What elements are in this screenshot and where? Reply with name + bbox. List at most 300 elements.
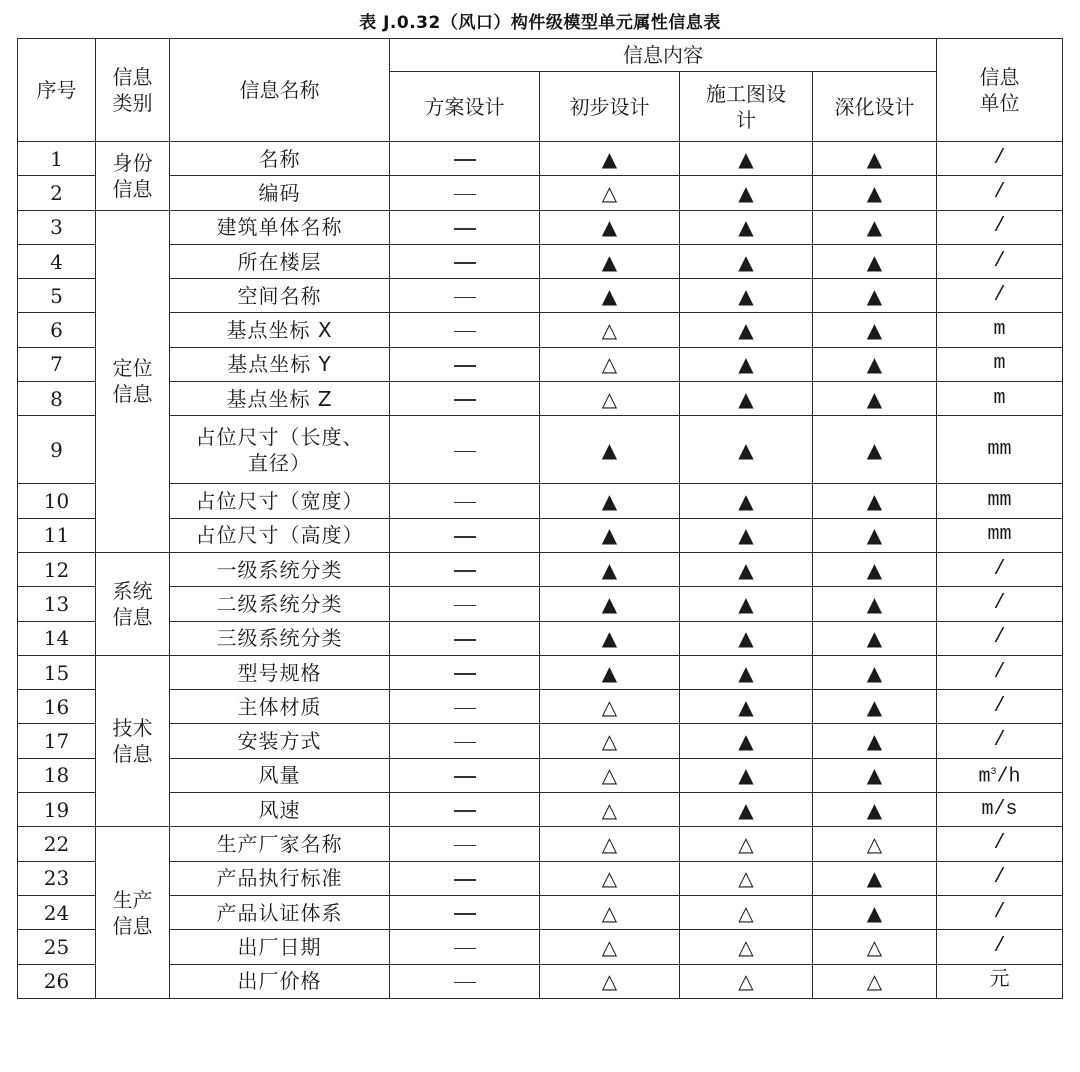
row-number: 10 (18, 484, 96, 518)
filled-triangle-icon: ▲ (738, 660, 754, 685)
row-number: 18 (18, 758, 96, 792)
filled-triangle-icon: ▲ (866, 729, 883, 754)
stage-3-cell (680, 416, 813, 484)
filled-triangle-icon: ▲ (738, 386, 754, 411)
header-category-line1: 信息 (112, 65, 153, 89)
table-row (18, 313, 1063, 347)
stage-2-cell (540, 758, 680, 792)
info-unit: / (937, 861, 1063, 895)
filled-triangle-icon: ▲ (601, 283, 618, 308)
filled-triangle-icon: ▲ (601, 215, 618, 240)
row-number: 17 (18, 724, 96, 758)
dash-icon (454, 776, 476, 778)
filled-triangle-icon: ▲ (738, 249, 754, 274)
stage-2-cell (540, 827, 680, 861)
stage-1-cell (390, 895, 540, 929)
info-name: 名称 (170, 142, 390, 176)
category-label-line1: 技术 (112, 716, 153, 741)
stage-1-cell (390, 827, 540, 861)
stage-4-cell (813, 758, 937, 792)
stage-1-cell (390, 655, 540, 689)
filled-triangle-icon: ▲ (601, 437, 618, 462)
hollow-triangle-icon: △ (866, 831, 883, 856)
unit-rest: /h (996, 765, 1021, 789)
stage-1-cell (390, 244, 540, 278)
filled-triangle-icon: ▲ (866, 215, 883, 240)
filled-triangle-icon: ▲ (866, 386, 883, 411)
info-unit: m (937, 313, 1063, 347)
filled-triangle-icon: ▲ (738, 318, 754, 343)
hollow-triangle-icon: △ (601, 318, 618, 343)
info-unit: 元 (937, 964, 1063, 998)
filled-triangle-icon: ▲ (738, 626, 754, 651)
filled-triangle-icon: ▲ (738, 763, 754, 788)
info-unit: mm (937, 484, 1063, 518)
row-number: 22 (18, 827, 96, 861)
info-name: 一级系统分类 (170, 552, 390, 586)
info-name: 生产厂家名称 (170, 827, 390, 861)
stage-1-cell (390, 930, 540, 964)
stage-4-cell (813, 210, 937, 244)
table-row (18, 758, 1063, 792)
dash-icon (454, 536, 476, 538)
category-cell (96, 655, 170, 826)
filled-triangle-icon: ▲ (601, 523, 618, 548)
info-unit: / (937, 655, 1063, 689)
table-row (18, 176, 1063, 210)
header-stage-scheme: 方案设计 (390, 72, 540, 142)
category-cell (96, 210, 170, 552)
row-number: 16 (18, 690, 96, 724)
hollow-triangle-icon: △ (601, 763, 618, 788)
stage-4-cell (813, 861, 937, 895)
stage-2-cell (540, 142, 680, 176)
stage-4-cell (813, 964, 937, 998)
table-body (18, 142, 1063, 999)
header-stage-construction (680, 72, 813, 142)
stage-1-cell (390, 347, 540, 381)
filled-triangle-icon: ▲ (738, 146, 754, 171)
stage-4-cell (813, 621, 937, 655)
filled-triangle-icon: ▲ (738, 489, 754, 514)
info-unit: / (937, 244, 1063, 278)
header-stage-preliminary: 初步设计 (540, 72, 680, 142)
stage-1-cell (390, 382, 540, 416)
hollow-triangle-icon: △ (738, 900, 754, 925)
stage-3-cell (680, 964, 813, 998)
stage-3-cell (680, 244, 813, 278)
dash-icon (454, 845, 476, 847)
category-label-line1: 身份 (112, 150, 153, 175)
stage-4-cell (813, 416, 937, 484)
filled-triangle-icon: ▲ (866, 249, 883, 274)
filled-triangle-icon: ▲ (866, 626, 883, 651)
info-name: 基点坐标 Z (170, 382, 390, 416)
info-name: 风量 (170, 758, 390, 792)
stage-1-cell (390, 861, 540, 895)
info-name (170, 416, 390, 484)
filled-triangle-icon: ▲ (738, 283, 754, 308)
dash-icon (454, 159, 476, 161)
dash-icon (454, 948, 476, 950)
stage-4-cell (813, 724, 937, 758)
table-row (18, 244, 1063, 278)
hollow-triangle-icon: △ (601, 797, 618, 822)
hollow-triangle-icon: △ (866, 969, 883, 994)
attribute-info-table (17, 38, 1063, 999)
hollow-triangle-icon: △ (738, 831, 754, 856)
table-row (18, 621, 1063, 655)
stage-3-cell (680, 930, 813, 964)
info-unit: m/s (937, 793, 1063, 827)
stage-1-cell (390, 964, 540, 998)
stage-3-cell (680, 552, 813, 586)
hollow-triangle-icon: △ (601, 900, 618, 925)
stage-2-cell (540, 587, 680, 621)
table-row (18, 724, 1063, 758)
table-row (18, 690, 1063, 724)
stage-3-cell (680, 347, 813, 381)
stage-1-cell (390, 552, 540, 586)
stage-3-cell (680, 382, 813, 416)
dash-icon (454, 399, 476, 401)
filled-triangle-icon: ▲ (866, 523, 883, 548)
filled-triangle-icon: ▲ (866, 591, 883, 616)
stage-1-cell (390, 416, 540, 484)
row-number: 3 (18, 210, 96, 244)
info-unit: / (937, 176, 1063, 210)
stage-3-cell (680, 793, 813, 827)
hollow-triangle-icon: △ (601, 729, 618, 754)
stage-4-cell (813, 587, 937, 621)
category-label-line2: 信息 (112, 913, 153, 938)
row-number: 7 (18, 347, 96, 381)
info-unit: mm (937, 518, 1063, 552)
category-label-line2: 信息 (112, 176, 153, 201)
row-number: 9 (18, 416, 96, 484)
header-unit-line2: 单位 (979, 91, 1020, 115)
filled-triangle-icon: ▲ (866, 180, 883, 205)
hollow-triangle-icon: △ (738, 934, 754, 959)
row-number: 25 (18, 930, 96, 964)
stage-3-cell (680, 861, 813, 895)
filled-triangle-icon: ▲ (738, 215, 754, 240)
stage-2-cell (540, 655, 680, 689)
info-unit (937, 758, 1063, 792)
stage-3-cell (680, 827, 813, 861)
info-name: 产品执行标准 (170, 861, 390, 895)
table-row (18, 895, 1063, 929)
row-number: 24 (18, 895, 96, 929)
table-row (18, 793, 1063, 827)
info-unit: m (937, 347, 1063, 381)
filled-triangle-icon: ▲ (866, 146, 883, 171)
table-title: 表 J.0.32（风口）构件级模型单元属性信息表 (359, 13, 721, 33)
stage-1-cell (390, 587, 540, 621)
stage-4-cell (813, 176, 937, 210)
info-name: 所在楼层 (170, 244, 390, 278)
stage-4-cell (813, 518, 937, 552)
table-row (18, 964, 1063, 998)
hollow-triangle-icon: △ (601, 934, 618, 959)
filled-triangle-icon: ▲ (866, 763, 883, 788)
stage-1-cell (390, 621, 540, 655)
info-name: 产品认证体系 (170, 895, 390, 929)
stage-4-cell (813, 382, 937, 416)
stage-1-cell (390, 758, 540, 792)
stage-2-cell (540, 793, 680, 827)
filled-triangle-icon: ▲ (866, 900, 883, 925)
info-name: 出厂价格 (170, 964, 390, 998)
table-row (18, 861, 1063, 895)
filled-triangle-icon: ▲ (601, 557, 618, 582)
dash-icon (454, 982, 476, 984)
row-number: 5 (18, 279, 96, 313)
stage-4-cell (813, 244, 937, 278)
stage-1-cell (390, 793, 540, 827)
unit-superscript: 3 (990, 767, 997, 779)
row-number: 6 (18, 313, 96, 347)
hollow-triangle-icon: △ (601, 969, 618, 994)
filled-triangle-icon: ▲ (738, 352, 754, 377)
filled-triangle-icon: ▲ (738, 694, 754, 719)
stage-3-cell (680, 176, 813, 210)
stage-4-cell (813, 142, 937, 176)
stage-4-cell (813, 484, 937, 518)
header-stage3-line1: 施工图设 (706, 81, 786, 106)
info-name-line: 直径） (248, 450, 311, 475)
row-number: 14 (18, 621, 96, 655)
filled-triangle-icon: ▲ (601, 660, 618, 685)
stage-3-cell (680, 279, 813, 313)
dash-icon (454, 502, 476, 504)
header-index: 序号 (18, 39, 96, 142)
hollow-triangle-icon: △ (601, 180, 618, 205)
dash-icon (454, 879, 476, 881)
filled-triangle-icon: ▲ (866, 352, 883, 377)
info-unit: / (937, 142, 1063, 176)
dash-icon (454, 451, 476, 453)
dash-icon (454, 331, 476, 333)
hollow-triangle-icon: △ (601, 352, 618, 377)
table-row (18, 347, 1063, 381)
info-unit: / (937, 587, 1063, 621)
category-label-line1: 生产 (112, 887, 153, 912)
stage-2-cell (540, 210, 680, 244)
stage-4-cell (813, 279, 937, 313)
category-label-line2: 信息 (112, 604, 153, 629)
header-unit (937, 39, 1063, 142)
dash-icon (454, 194, 476, 196)
filled-triangle-icon: ▲ (601, 489, 618, 514)
filled-triangle-icon: ▲ (866, 694, 883, 719)
stage-3-cell (680, 655, 813, 689)
stage-2-cell (540, 313, 680, 347)
stage-2-cell (540, 176, 680, 210)
hollow-triangle-icon: △ (738, 969, 754, 994)
table-row (18, 210, 1063, 244)
row-number: 2 (18, 176, 96, 210)
filled-triangle-icon: ▲ (866, 489, 883, 514)
table-row (18, 484, 1063, 518)
stage-2-cell (540, 861, 680, 895)
filled-triangle-icon: ▲ (738, 523, 754, 548)
stage-4-cell (813, 793, 937, 827)
row-number: 23 (18, 861, 96, 895)
info-unit: / (937, 690, 1063, 724)
table-row (18, 587, 1063, 621)
info-unit: mm (937, 416, 1063, 484)
filled-triangle-icon: ▲ (866, 283, 883, 308)
header-content-group: 信息内容 (390, 39, 937, 72)
hollow-triangle-icon: △ (738, 866, 754, 891)
info-unit: / (937, 279, 1063, 313)
stage-2-cell (540, 347, 680, 381)
stage-2-cell (540, 244, 680, 278)
table-row (18, 279, 1063, 313)
row-number: 4 (18, 244, 96, 278)
stage-3-cell (680, 518, 813, 552)
category-label-line1: 定位 (112, 356, 153, 381)
info-unit: / (937, 724, 1063, 758)
info-name: 主体材质 (170, 690, 390, 724)
header-name: 信息名称 (170, 39, 390, 142)
info-unit: / (937, 210, 1063, 244)
filled-triangle-icon: ▲ (866, 318, 883, 343)
stage-1-cell (390, 724, 540, 758)
stage-1-cell (390, 279, 540, 313)
stage-3-cell (680, 142, 813, 176)
info-name: 占位尺寸（宽度） (170, 484, 390, 518)
info-name: 三级系统分类 (170, 621, 390, 655)
stage-2-cell (540, 930, 680, 964)
stage-3-cell (680, 313, 813, 347)
info-unit: / (937, 930, 1063, 964)
info-name: 基点坐标 Y (170, 347, 390, 381)
table-row (18, 827, 1063, 861)
category-cell (96, 142, 170, 211)
hollow-triangle-icon: △ (601, 694, 618, 719)
stage-2-cell (540, 690, 680, 724)
dash-icon (454, 742, 476, 744)
header-category (96, 39, 170, 142)
info-unit: / (937, 827, 1063, 861)
stage-2-cell (540, 621, 680, 655)
info-name: 风速 (170, 793, 390, 827)
filled-triangle-icon: ▲ (738, 437, 754, 462)
filled-triangle-icon: ▲ (738, 797, 754, 822)
stage-2-cell (540, 518, 680, 552)
stage-1-cell (390, 518, 540, 552)
row-number: 8 (18, 382, 96, 416)
info-unit: m (937, 382, 1063, 416)
dash-icon (454, 228, 476, 230)
row-number: 15 (18, 655, 96, 689)
info-name: 二级系统分类 (170, 587, 390, 621)
dash-icon (454, 365, 476, 367)
info-name-line: 占位尺寸（长度、 (195, 424, 364, 449)
filled-triangle-icon: ▲ (866, 557, 883, 582)
header-stage3-line2: 计 (736, 107, 756, 132)
filled-triangle-icon: ▲ (866, 437, 883, 462)
info-name: 建筑单体名称 (170, 210, 390, 244)
stage-1-cell (390, 690, 540, 724)
filled-triangle-icon: ▲ (866, 866, 883, 891)
info-unit: / (937, 621, 1063, 655)
stage-1-cell (390, 484, 540, 518)
stage-3-cell (680, 724, 813, 758)
dash-icon (454, 810, 476, 812)
stage-3-cell (680, 758, 813, 792)
filled-triangle-icon: ▲ (738, 180, 754, 205)
table-row (18, 518, 1063, 552)
dash-icon (454, 639, 476, 641)
row-number: 26 (18, 964, 96, 998)
stage-2-cell (540, 416, 680, 484)
stage-2-cell (540, 382, 680, 416)
filled-triangle-icon: ▲ (738, 557, 754, 582)
info-name: 占位尺寸（高度） (170, 518, 390, 552)
hollow-triangle-icon: △ (866, 934, 883, 959)
hollow-triangle-icon: △ (601, 386, 618, 411)
info-name: 空间名称 (170, 279, 390, 313)
header-unit-line1: 信息 (979, 65, 1020, 89)
info-unit: / (937, 895, 1063, 929)
dash-icon (454, 297, 476, 299)
stage-3-cell (680, 484, 813, 518)
stage-4-cell (813, 655, 937, 689)
stage-4-cell (813, 552, 937, 586)
dash-icon (454, 913, 476, 915)
stage-3-cell (680, 690, 813, 724)
filled-triangle-icon: ▲ (601, 626, 618, 651)
stage-1-cell (390, 176, 540, 210)
stage-2-cell (540, 484, 680, 518)
category-cell (96, 552, 170, 655)
table-row (18, 142, 1063, 176)
stage-1-cell (390, 142, 540, 176)
filled-triangle-icon: ▲ (866, 797, 883, 822)
table-row (18, 655, 1063, 689)
stage-2-cell (540, 895, 680, 929)
stage-3-cell (680, 587, 813, 621)
filled-triangle-icon: ▲ (866, 660, 883, 685)
category-label-line2: 信息 (112, 382, 153, 407)
filled-triangle-icon: ▲ (601, 249, 618, 274)
category-label-line1: 系统 (112, 578, 153, 603)
filled-triangle-icon: ▲ (601, 146, 618, 171)
row-number: 19 (18, 793, 96, 827)
stage-4-cell (813, 313, 937, 347)
stage-4-cell (813, 690, 937, 724)
stage-1-cell (390, 210, 540, 244)
dash-icon (454, 673, 476, 675)
stage-2-cell (540, 552, 680, 586)
unit-base: m (978, 765, 991, 789)
stage-2-cell (540, 279, 680, 313)
stage-2-cell (540, 964, 680, 998)
header-stage-detailed: 深化设计 (813, 72, 937, 142)
stage-4-cell (813, 827, 937, 861)
stage-4-cell (813, 347, 937, 381)
info-name: 编码 (170, 176, 390, 210)
filled-triangle-icon: ▲ (738, 591, 754, 616)
stage-1-cell (390, 313, 540, 347)
row-number: 13 (18, 587, 96, 621)
stage-3-cell (680, 895, 813, 929)
hollow-triangle-icon: △ (601, 866, 618, 891)
filled-triangle-icon: ▲ (738, 729, 754, 754)
